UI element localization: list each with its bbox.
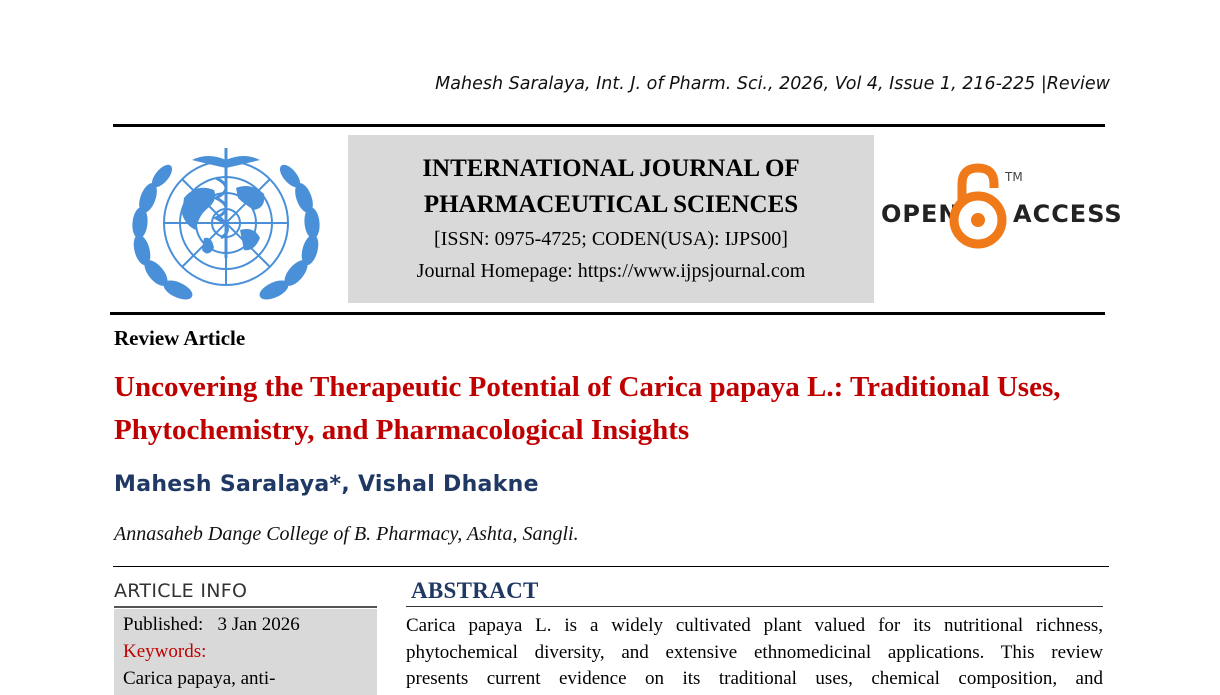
abstract-line: Carica papaya L. is a widely cultivated plant valued for its nutritional richness, [406,615,1103,636]
header-rule-top [113,124,1105,127]
article-info-rule [114,606,377,608]
article-type: Review Article [114,326,246,350]
journal-masthead-box [348,135,874,303]
published-date: Published: 3 Jan 2026 [123,614,300,635]
article-authors: Mahesh Saralaya*, Vishal Dhakne [114,472,539,497]
journal-title-line2: PHARMACEUTICAL SCIENCES [423,191,799,218]
keywords-value: Carica papaya, anti- [123,668,276,689]
journal-title-line1: INTERNATIONAL JOURNAL OF [422,155,800,182]
article-info-heading: ARTICLE INFO [114,580,248,602]
abstract-line: phytochemical diversity, and extensive ethnomedicinal applications. This review [406,641,1103,663]
open-access-word-open: OPEN [881,200,960,228]
open-access-word-access: ACCESS [1013,200,1123,228]
abstract-heading: ABSTRACT [411,578,539,603]
article-title: Uncovering the Therapeutic Potential of Carica papaya L.: Traditional Uses, Phytochemistry, and Pharmacological Insights [114,371,1061,446]
abstract-rule [406,606,1103,607]
un-emblem-logo [126,138,326,308]
section-divider-rule [113,566,1109,567]
journal-issn: [ISSN: 0975-4725; CODEN(USA): IJPS00] [434,228,788,250]
journal-homepage[interactable]: Journal Homepage: https://www.ijpsjournal.com [416,260,806,282]
abstract-line: presents current evidence on its traditional uses, chemical composition, and [406,668,1103,689]
article-affiliation: Annasaheb Dange College of B. Pharmacy, Ashta, Sangli. [114,523,579,545]
abstract-body [406,613,1103,693]
article-info-box [114,609,377,695]
running-header-citation: Mahesh Saralaya, Int. J. of Pharm. Sci., 2026, Vol 4, Issue 1, 216-225 |Review [435,74,1110,94]
keywords-label: Keywords: [123,641,207,662]
open-access-trademark: TM [1005,170,1023,184]
header-rule-bottom [110,312,1105,315]
